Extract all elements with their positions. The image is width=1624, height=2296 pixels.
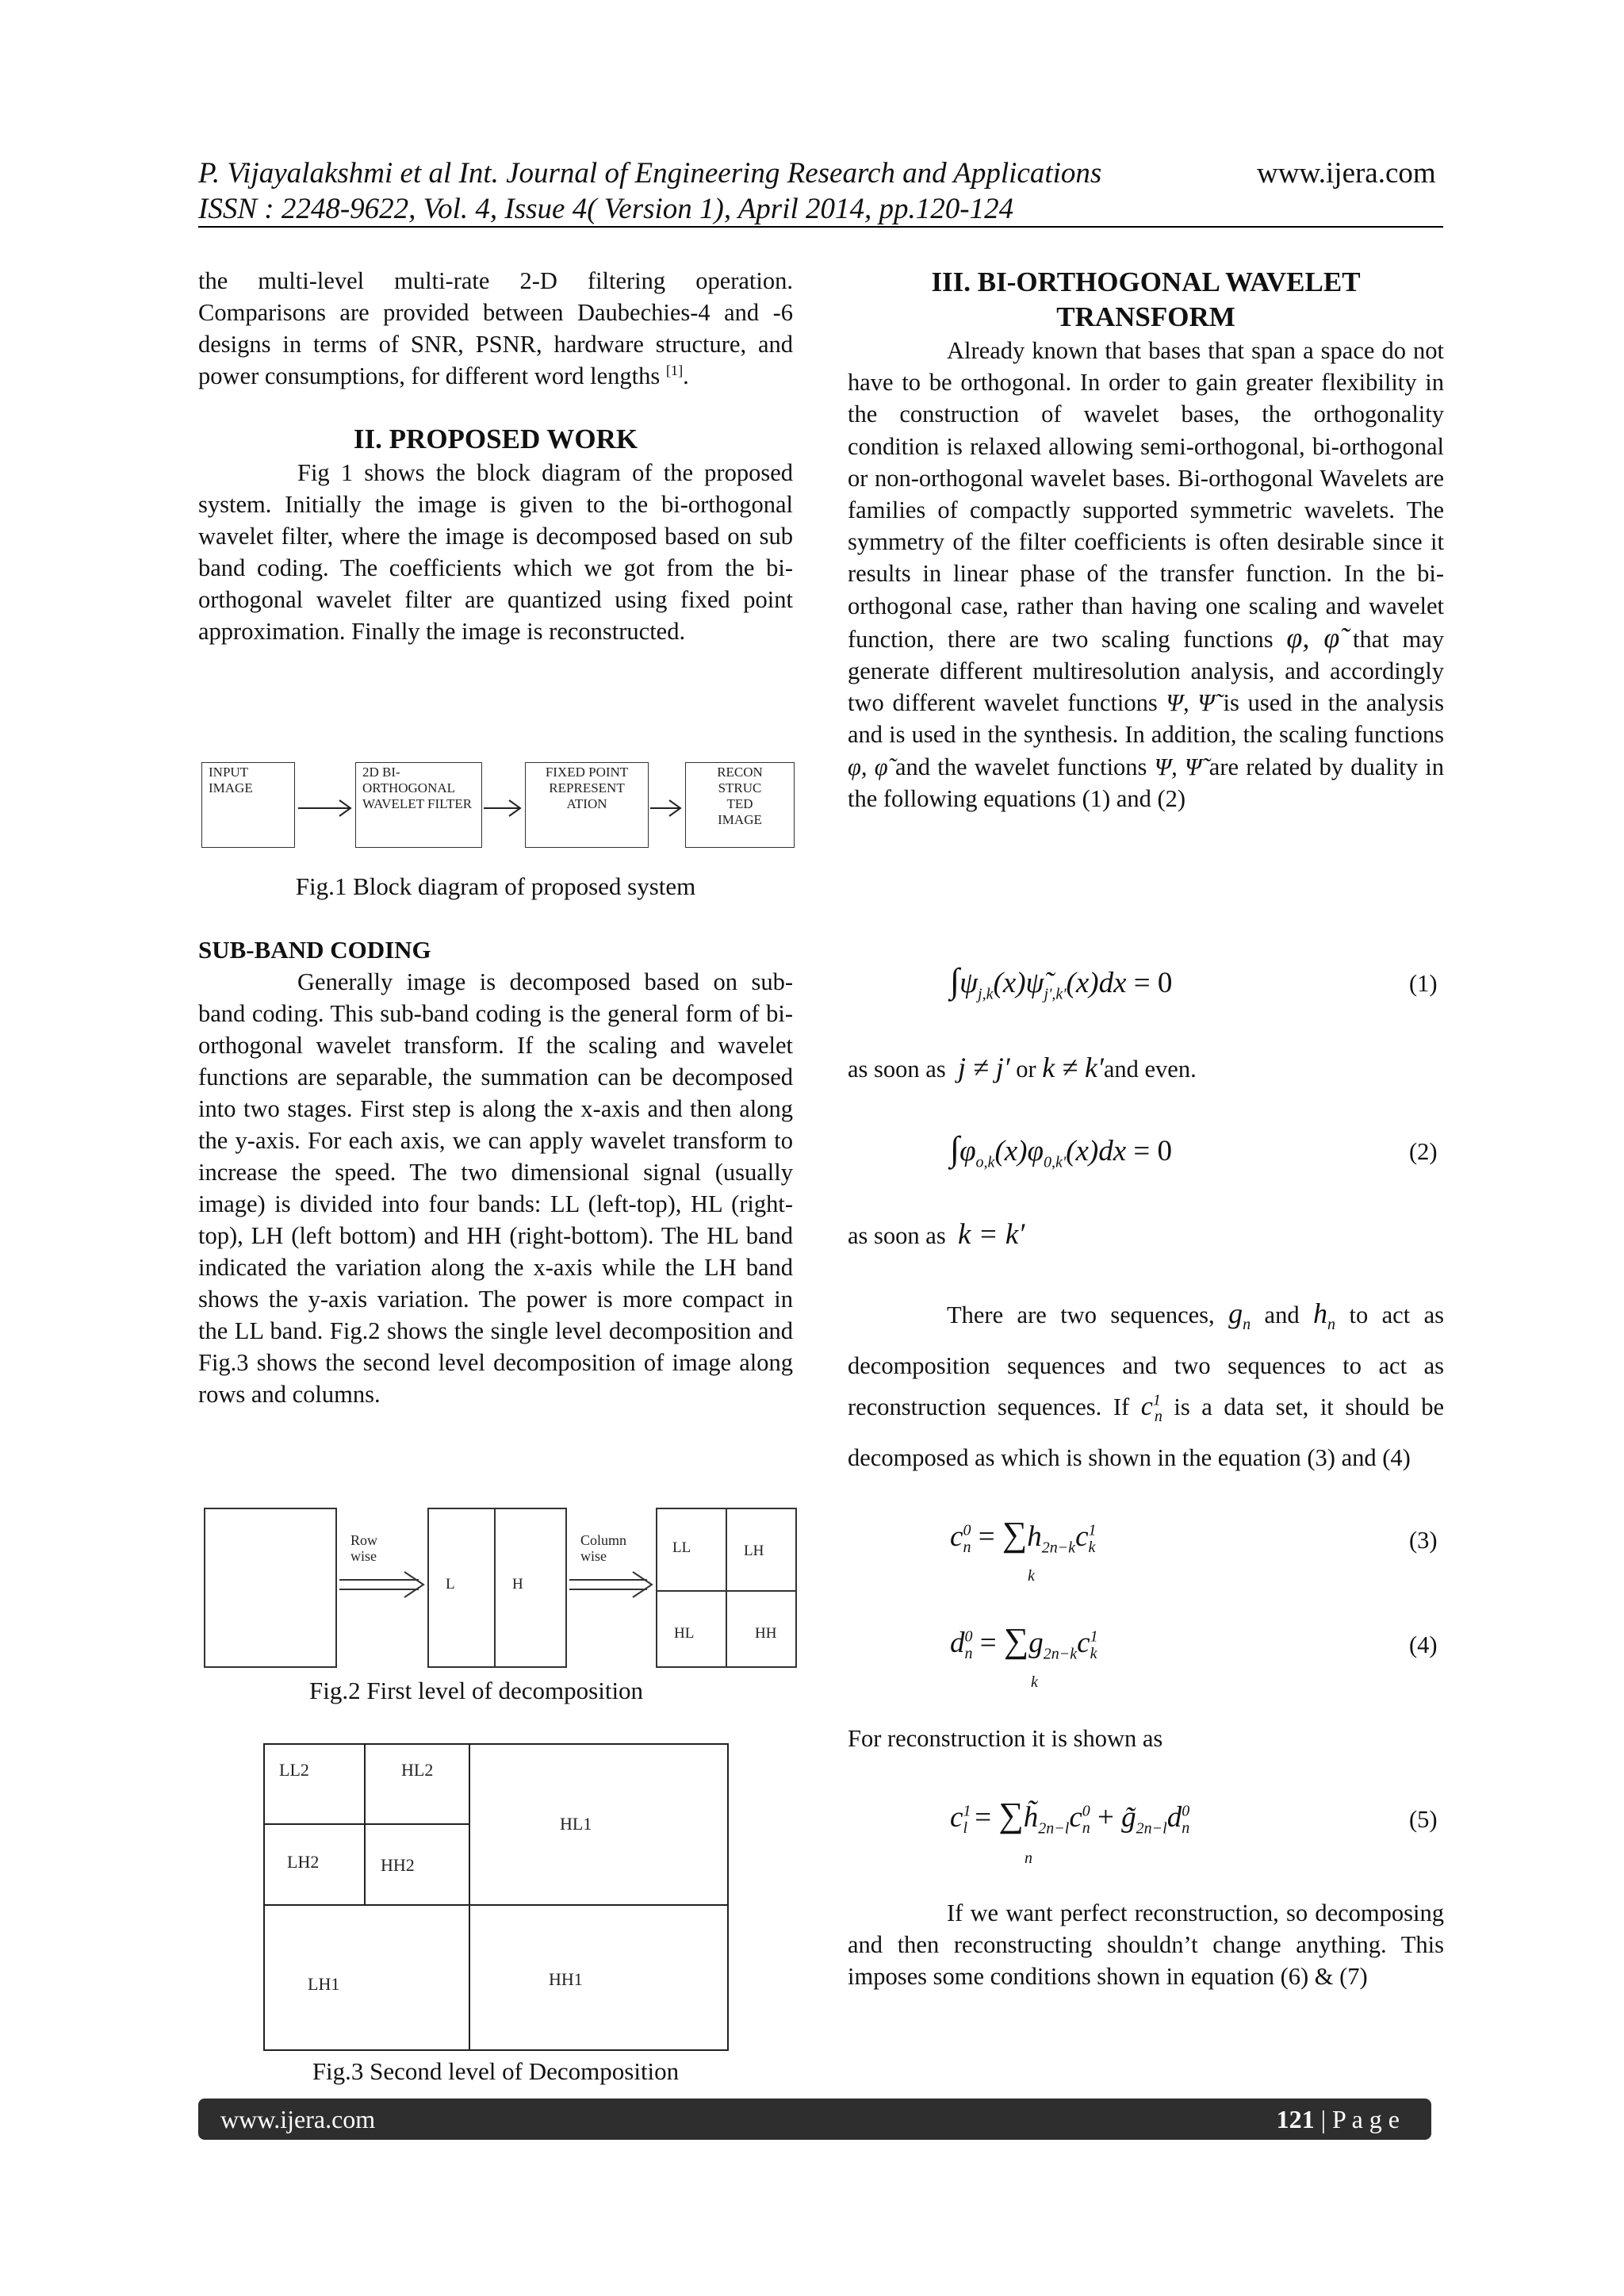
figure-1-block-diagram <box>198 757 801 861</box>
footer-page-number: 121 | P a g e <box>1276 2105 1400 2133</box>
band-hl2: HL2 <box>401 1760 434 1780</box>
section-3-paragraph: Already known that bases that span a space do not have to be orthogonal. In order to gain greater flexibility in the construction of wavelet bases, the orthogonality condition is relaxed allowing semi-orthogonal, bi-orthogonal or non-orthogonal wavelet bases. Bi-orthogonal Wavelets are families of compactly supported symmetric wavelets. The symmetry of the filter coefficients is often desirable since it results in linear phase of the transfer function. In the bi-orthogonal case, rather than having one scaling and wavelet function, there are two scaling functions φ, φ̃ that may generate different multiresolution analysis, and accordingly two different wavelet functions Ψ, Ψ̃ is used in the analysis and is used in the synthesis. In addition, the scaling functions φ, φ̃ and the wavelet functions Ψ, Ψ̃ are related by duality in the following equations (1) and (2) <box>848 337 1445 812</box>
band-hh2: HH2 <box>381 1855 415 1875</box>
equation-4-number: (4) <box>1409 1631 1438 1658</box>
column-wise-label: Column wise <box>580 1532 627 1564</box>
page-footer <box>198 2099 1431 2140</box>
sequences-paragraph: There are two sequences, $g_n$ and $h_n$ to act as decomposition sequences and two sequences to act as reconstruction sequences. If $c^1_n$ is a data set, it should be decomposed as which is shown in the equation (3) and (4) <box>848 1297 1445 1471</box>
band-hh1: HH1 <box>549 1969 583 1989</box>
symbol-psi-pair-2: Ψ, Ψ̃ <box>1154 753 1202 780</box>
wavelet-filter-box: 2D BI-ORTHOGONAL WAVELET FILTER <box>355 762 482 848</box>
equation-2-number: (2) <box>1409 1138 1438 1165</box>
section-2-title: II. PROPOSED WORK <box>353 424 638 454</box>
equation-5-number: (5) <box>1409 1806 1438 1833</box>
row-wise-label: Row wise <box>350 1532 378 1564</box>
left-column <box>198 265 793 647</box>
subband-title: SUB-BAND CODING <box>198 936 431 964</box>
figure-3-second-level <box>262 1742 733 2053</box>
equation-1: $\int\psi_{j,k}(x)\psĩ_{j',k'}(x)dx = 0$ <box>950 961 1173 1003</box>
journal-website[interactable]: www.ijera.com <box>1257 157 1436 190</box>
band-h: H <box>512 1576 523 1593</box>
fixed-point-box: FIXED POINT REPRESENT ATION <box>525 762 649 848</box>
equation-1-number: (1) <box>1409 970 1438 997</box>
journal-title: P. Vijayalakshmi et al Int. Journal of Engineering Research and Applications <box>198 157 1102 190</box>
reconstructed-image-box: RECON STRUC TED IMAGE <box>685 762 795 848</box>
band-ll2: LL2 <box>279 1760 309 1780</box>
figure-3-caption: Fig.3 Second level of Decomposition <box>312 2057 680 2085</box>
band-lh1: LH1 <box>308 1974 340 1994</box>
perfect-reconstruction-paragraph: If we want perfect reconstruction, so decomposing and then reconstructing shouldn’t change anything. This imposes some conditions shown in equation (6) & (7) <box>848 1899 1444 1990</box>
section-2-paragraph: Fig 1 shows the block diagram of the proposed system. Initially the image is given to the bi-orthogonal wavelet filter, where the image is decomposed based on sub band coding. The coefficients which we got from the bi-orthogonal wavelet filter are quantized using fixed point approximation. Finally the image is reconstructed. <box>198 459 793 645</box>
figure-2-caption: Fig.2 First level of decomposition <box>309 1677 644 1704</box>
equation-3: $c^0_n = \sum h_{2n-k}c^1_k$ <box>950 1515 1097 1557</box>
band-l: L <box>446 1576 455 1593</box>
fig3-graphic <box>262 1742 733 2053</box>
subband-section <box>198 934 793 1410</box>
input-image-box: INPUT IMAGE <box>201 762 295 848</box>
band-ll: LL <box>672 1539 691 1556</box>
band-lh2: LH2 <box>287 1852 320 1872</box>
symbol-phi-pair: φ, φ̃ <box>1286 621 1340 654</box>
issn-line: ISSN : 2248-9622, Vol. 4, Issue 4( Version 1), April 2014, pp.120-124 <box>198 193 1014 225</box>
band-hl1: HL1 <box>560 1814 592 1834</box>
equation-3-number: (3) <box>1409 1527 1438 1554</box>
citation-1[interactable]: [1] <box>665 362 684 378</box>
intro-paragraph: the multi-level multi-rate 2-D filtering operation. Comparisons are provided between Daubechies-4 and -6 designs in terms of SNR, PSNR, hardware structure, and power consumptions, for different word lengths [1]. <box>198 267 793 389</box>
subband-paragraph: Generally image is decomposed based on sub-band coding. This sub-band coding is the general form of bi-orthogonal wavelet transform. If the scaling and wavelet functions are separable, the summation can be decomposed into two stages. First step is along the x-axis and then along the y-axis. For each axis, we can apply wavelet transform to increase the speed. The two dimensional signal (usually image) is divided into four bands: LL (left-top), HL (right-top), LH (left bottom) and HH (right-bottom). The HL band indicated the variation along the x-axis while the LH band shows the y-axis variation. The power is more compact in the LL band. Fig.2 shows the single level decomposition and Fig.3 shows the second level decomposition of image along rows and columns. <box>198 968 793 1408</box>
symbol-psi-pair: Ψ, Ψ̃ <box>1166 689 1215 717</box>
equation-5-index: n <box>1025 1849 1032 1867</box>
section-3-title: III. BI-ORTHOGONAL WAVELET TRANSFORM <box>931 266 1361 332</box>
header-rule <box>198 226 1443 228</box>
condition-1: as soon as j ≠ j′ or k ≠ k′and even. <box>848 1052 1197 1083</box>
equation-4: $d^0_n = \sum g_{2n-k}c^1_k$ <box>950 1621 1098 1663</box>
condition-2: as soon as k = k′ <box>848 1218 1025 1251</box>
band-lh: LH <box>744 1543 764 1559</box>
equation-5: $c^1_l$ = $\sum h̃_{2n-l}c^0_n$ + $g̃_{2n-l}d^0_n$ <box>950 1796 1190 1838</box>
equation-4-index: k <box>1031 1673 1038 1691</box>
equation-3-index: k <box>1028 1567 1035 1585</box>
symbol-phi-pair-2: φ, φ̃ <box>848 753 888 780</box>
fig2-graphic <box>198 1504 801 1674</box>
right-column <box>848 265 1444 815</box>
equation-2: $\int\varphi_{o,k}(x)\varphi_{0,k'}(x)dx = 0$ <box>950 1129 1173 1171</box>
band-hl: HL <box>674 1625 695 1642</box>
band-hh: HH <box>755 1625 777 1642</box>
figure-2-first-level <box>198 1504 801 1674</box>
reconstruction-text: For reconstruction it is shown as <box>848 1725 1163 1752</box>
fig1-arrows <box>198 757 801 861</box>
footer-website[interactable]: www.ijera.com <box>220 2105 376 2133</box>
figure-1-caption: Fig.1 Block diagram of proposed system <box>295 872 696 900</box>
